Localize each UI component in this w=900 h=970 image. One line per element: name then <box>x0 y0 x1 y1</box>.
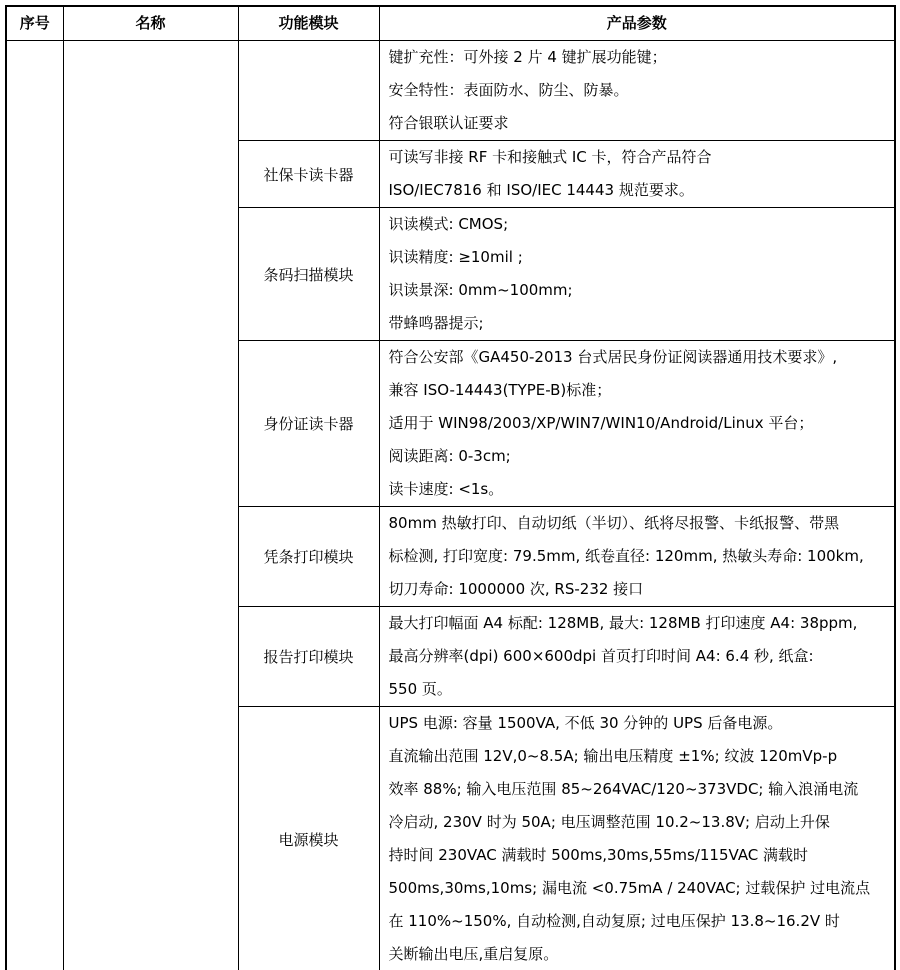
module-cell-power: 电源模块 <box>238 707 379 970</box>
param-line: 关断输出电压,重启复原。 <box>388 945 559 963</box>
module-cell-report-printer: 报告打印模块 <box>238 607 379 707</box>
param-line: 识读模式: CMOS; <box>388 215 509 233</box>
param-cell-receipt-printer <box>379 507 895 607</box>
param-cell-keyboard-security <box>379 41 895 141</box>
param-line: 标检测, 打印宽度: 79.5mm, 纸卷直径: 120mm, 热敏头寿命: 100km, <box>388 547 864 565</box>
param-cell-social-security-card-reader <box>379 141 895 208</box>
param-line: 可读写非接 RF 卡和接触式 IC 卡，符合产品符合 <box>388 148 712 166</box>
table-header-row <box>6 6 895 41</box>
param-line: 持时间 230VAC 满载时 500ms,30ms,55ms/115VAC 满载时 <box>388 846 809 864</box>
module-cell-id-card-reader: 身份证读卡器 <box>238 341 379 507</box>
param-cell-barcode-scanner <box>379 208 895 341</box>
param-line: 80mm 热敏打印、自动切纸（半切）、纸将尽报警、卡纸报警、带黑 <box>388 514 840 532</box>
serial-cell <box>6 41 63 970</box>
param-line: 符合公安部《GA450-2013 台式居民身份证阅读器通用技术要求》, <box>388 348 838 366</box>
param-line: 带蜂鸣器提示; <box>388 314 484 332</box>
param-line: 500ms,30ms,10ms; 漏电流 <0.75mA / 240VAC; 过载保护 过电流点 <box>388 879 871 897</box>
param-line: 直流输出范围 12V,0~8.5A; 输出电压精度 ±1%; 纹波 120mVp-p <box>388 747 838 765</box>
param-line: 在 110%~150%, 自动检测,自动复原; 过电压保护 13.8~16.2V 时 <box>388 912 840 930</box>
param-cell-report-printer <box>379 607 895 707</box>
param-cell-id-card-reader <box>379 341 895 507</box>
module-cell-social-security-card-reader: 社保卡读卡器 <box>238 141 379 208</box>
row-keyboard-security <box>6 41 895 141</box>
col-header-name: 名称 <box>63 6 238 41</box>
product-spec-table <box>5 5 896 970</box>
param-line: 兼容 ISO-14443(TYPE-B)标准； <box>388 381 612 399</box>
col-header-params: 产品参数 <box>379 6 895 41</box>
param-line: ISO/IEC7816 和 ISO/IEC 14443 规范要求。 <box>388 181 694 199</box>
col-header-serial: 序号 <box>6 6 63 41</box>
module-cell-barcode-scanner: 条码扫描模块 <box>238 208 379 341</box>
param-line: 冷启动, 230V 时为 50A; 电压调整范围 10.2~13.8V; 启动上升保 <box>388 813 830 831</box>
param-line: 读卡速度: <1s。 <box>388 480 504 498</box>
module-cell-empty <box>238 41 379 141</box>
param-line: 键扩充性：可外接 2 片 4 键扩展功能键； <box>388 48 667 66</box>
name-cell <box>63 41 238 970</box>
module-cell-receipt-printer: 凭条打印模块 <box>238 507 379 607</box>
param-line: 符合银联认证要求 <box>388 114 509 132</box>
param-line: 安全特性：表面防水、防尘、防暴。 <box>388 81 629 99</box>
param-line: 阅读距离: 0-3cm; <box>388 447 511 465</box>
param-line: 最高分辨率(dpi) 600×600dpi 首页打印时间 A4: 6.4 秒, 纸盒: <box>388 647 814 665</box>
param-cell-power <box>379 707 895 970</box>
param-line: 最大打印幅面 A4 标配: 128MB, 最大: 128MB 打印速度 A4: 38ppm, <box>388 614 858 632</box>
param-line: 切刀寿命: 1000000 次, RS-232 接口 <box>388 580 644 598</box>
param-line: 识读景深: 0mm~100mm; <box>388 281 573 299</box>
param-line: 效率 88%; 输入电压范围 85~264VAC/120~373VDC; 输入浪涌电流 <box>388 780 859 798</box>
param-line: UPS 电源: 容量 1500VA, 不低 30 分钟的 UPS 后备电源。 <box>388 714 783 732</box>
col-header-module: 功能模块 <box>238 6 379 41</box>
param-line: 识读精度: ≥10mil ; <box>388 248 523 266</box>
param-line: 适用于 WIN98/2003/XP/WIN7/WIN10/Android/Linux 平台； <box>388 414 814 432</box>
param-line: 550 页。 <box>388 680 452 698</box>
